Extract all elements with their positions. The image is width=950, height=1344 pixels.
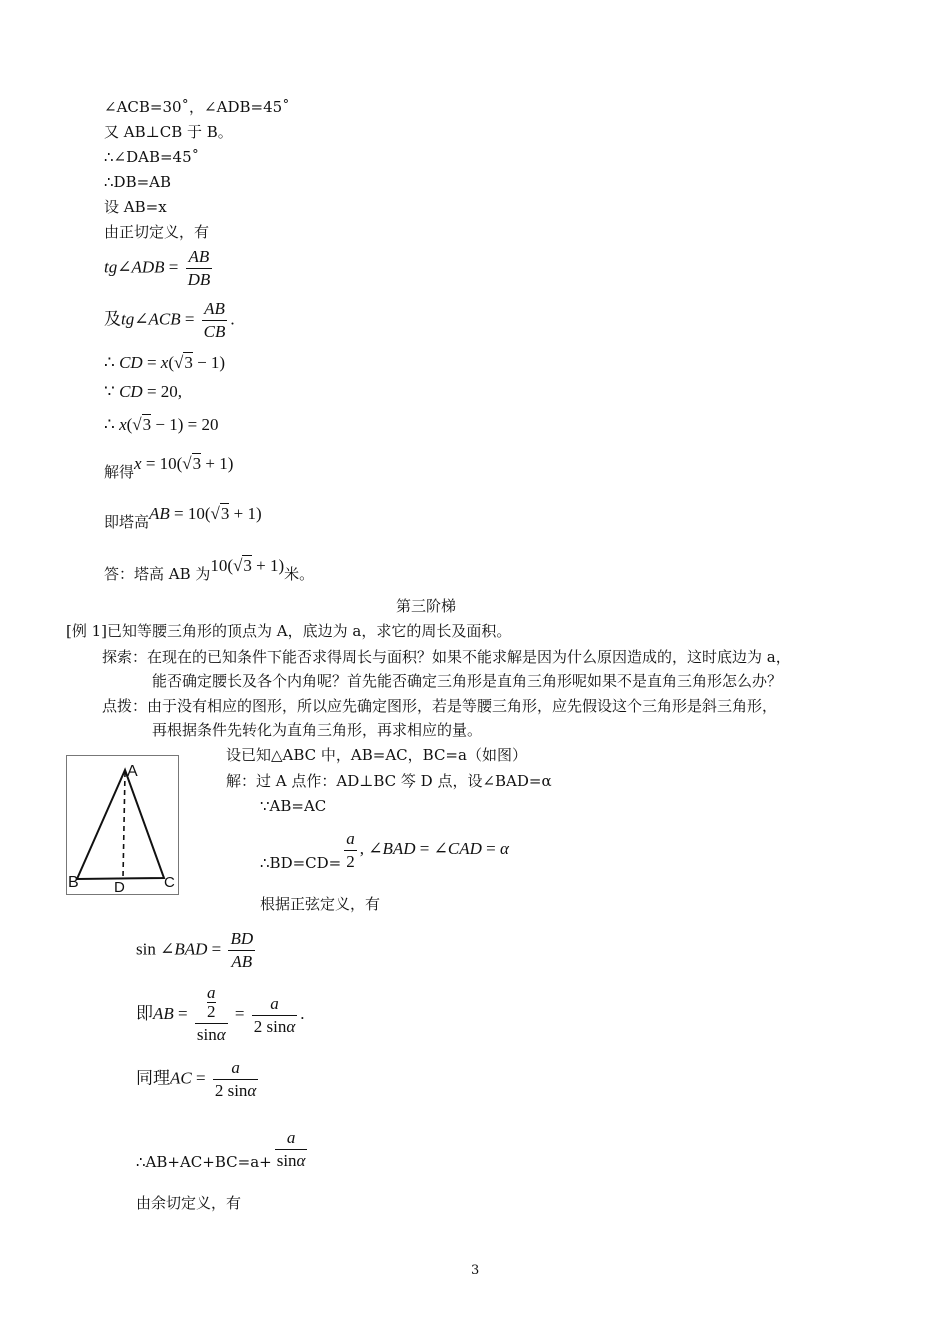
figure-label-b: B xyxy=(68,874,79,891)
label-jiede: 解得 xyxy=(104,463,135,481)
label-bdcd: ∴BD=CD= xyxy=(260,854,342,873)
answer-line: 答：塔高 AB 为10(√3 + 1)米。 xyxy=(104,556,315,583)
text-given: 设已知△ABC 中，AB=AC，BC=a（如图） xyxy=(226,746,527,764)
text-because: ∵AB=AC xyxy=(260,797,327,815)
example-1: [例 1]已知等腰三角形的顶点为 A，底边为 a，求它的周长及面积。 xyxy=(66,622,512,640)
hint-line-1: 点拨：由于没有相应的图形，所以应先确定图形，若是等腰三角形，应先假设这个三角形是斜三角形， xyxy=(102,697,778,715)
figure-label-d: D xyxy=(114,879,125,894)
explore-line-2: 能否确定腰长及各个内角呢？首先能否确定三角形是直角三角形呢如果不是直角三角形怎么办？ xyxy=(152,672,783,690)
label-jitagao: 即塔高 xyxy=(104,513,150,531)
label-mi: 米。 xyxy=(284,565,315,583)
figure-label-a: A xyxy=(127,763,138,780)
triangle-figure xyxy=(66,755,179,895)
text-sine-def: 根据正弦定义，有 xyxy=(260,895,381,913)
text-tower-height: 即塔高AB = 10(√3 + 1) xyxy=(104,504,262,531)
formula-ab: 即AB = $\frac{\frac{a}{2}}{\sin\alpha}$ = $\frac{a}{2 \sin\alpha}$ . xyxy=(136,983,305,1044)
formula-bd-cd: ∴BD=CD= $\frac{a}{2}$ , ∠BAD = ∠CAD = α xyxy=(260,829,509,873)
page-number: 3 xyxy=(471,1263,480,1278)
formula-cd: ∴ CD = x(√3 − 1) xyxy=(104,353,226,372)
formula-perimeter: ∴AB+AC+BC=a+ $\frac{a}{\sin\alpha}$ xyxy=(136,1128,306,1172)
text-line: ∴∠DAB=45˚ xyxy=(104,148,200,166)
formula-x-eq: ∴ x(√3 − 1) = 20 xyxy=(104,415,219,434)
formula-tg-acb: 及tg∠ACB = $\frac{AB}{CB}$ . xyxy=(104,299,235,341)
label-tongli: 同理 xyxy=(136,1068,170,1088)
hint-line-2: 再根据条件先转化为直角三角形，再求相应的量。 xyxy=(152,721,483,739)
text-line: ∠ACB=30˚，∠ADB=45˚ xyxy=(104,98,290,116)
text-line: 又 AB⊥CB 于 B。 xyxy=(104,123,233,141)
text-cot-def: 由余切定义，有 xyxy=(136,1194,242,1212)
text-line: ∴DB=AB xyxy=(104,173,172,191)
text-line: 设 AB=x xyxy=(104,198,167,216)
figure-label-c: C xyxy=(164,874,175,891)
text-solution: 解：过 A 点作：AD⊥BC 笒 D 点，设∠BAD=α xyxy=(226,772,552,790)
formula-ac: 同理AC = $\frac{a}{2 \sin\alpha}$ xyxy=(136,1058,257,1100)
section-title: 第三阶梯 xyxy=(396,597,457,615)
text-line: 由正切定义，有 xyxy=(104,223,210,241)
label-perimeter: ∴AB+AC+BC=a+ xyxy=(136,1153,272,1172)
formula-cd-20: ∵ CD = 20, xyxy=(104,382,183,401)
label-answer: 答：塔高 AB 为 xyxy=(104,565,211,583)
formula-sin-bad: sin ∠BAD = $\frac{BD}{AB}$ xyxy=(136,929,254,971)
text-solve: 解得x = 10(√3 + 1) xyxy=(104,454,234,481)
explore-line-1: 探索：在现在的已知条件下能否求得周长与面积？如果不能求解是因为什么原因造成的，这时底边为 a， xyxy=(102,648,791,666)
formula-tg-adb: tg∠ADB = $\frac{AB}{DB}$ xyxy=(104,247,211,289)
